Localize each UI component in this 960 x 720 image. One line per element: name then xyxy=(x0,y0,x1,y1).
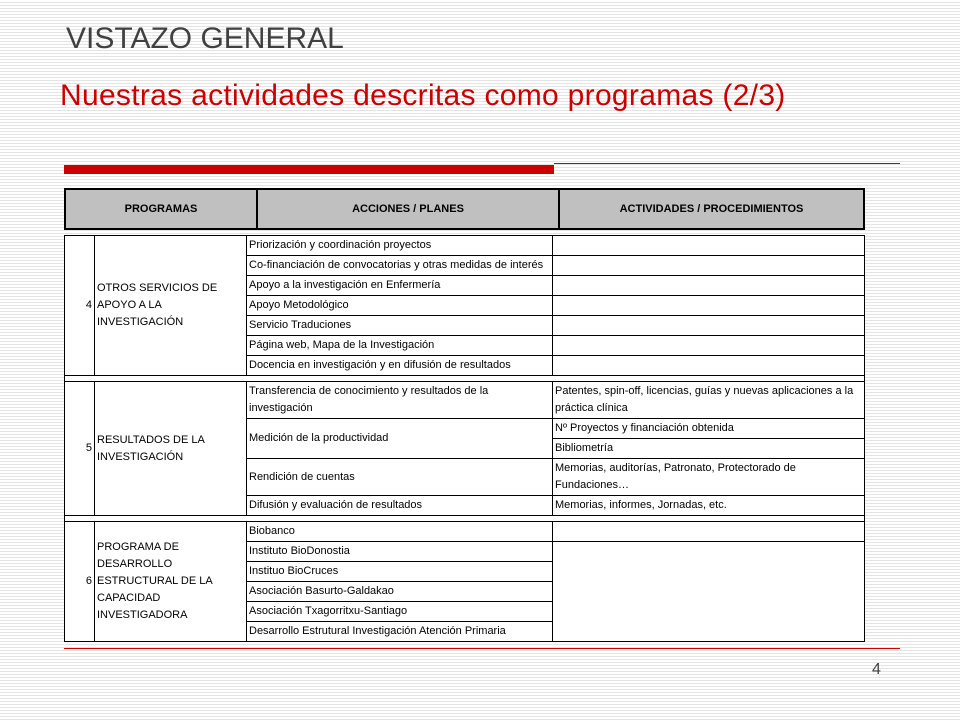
program-name: OTROS SERVICIOS DE APOYO A LA INVESTIGACIÓN xyxy=(95,236,247,376)
action-cell: Medición de la productividad xyxy=(247,419,553,459)
action-cell: Apoyo Metodológico xyxy=(247,296,553,316)
activity-cell xyxy=(553,522,865,542)
action-cell: Co-financiación de convocatorias y otras medidas de interés xyxy=(247,256,553,276)
table-row xyxy=(65,236,865,256)
action-cell: Página web, Mapa de la Investigación xyxy=(247,336,553,356)
program-name: PROGRAMA DE DESARROLLO ESTRUCTURAL DE LA CAPACIDAD INVESTIGADORA xyxy=(95,522,247,642)
header-actividades: ACTIVIDADES / PROCEDIMIENTOS xyxy=(559,189,864,229)
page-number: 4 xyxy=(872,661,881,678)
action-cell: Docencia en investigación y en difusión de resultados xyxy=(247,356,553,376)
action-cell: Servicio Traduciones xyxy=(247,316,553,336)
action-cell: Instituto BioDonostia xyxy=(247,542,553,562)
activity-cell xyxy=(553,542,865,642)
action-cell: Rendición de cuentas xyxy=(247,459,553,496)
activity-cell xyxy=(553,236,865,256)
program-number: 4 xyxy=(65,236,95,376)
program-number: 6 xyxy=(65,522,95,642)
action-cell: Transferencia de conocimiento y resultados de la investigación xyxy=(247,382,553,419)
activity-cell: Nº Proyectos y financiación obtenida xyxy=(553,419,865,439)
action-cell: Apoyo a la investigación en Enfermería xyxy=(247,276,553,296)
accent-bar xyxy=(64,165,554,174)
action-cell: Asociación Txagorritxu-Santiago xyxy=(247,602,553,622)
slide-heading: VISTAZO GENERAL xyxy=(66,22,344,55)
action-cell: Biobanco xyxy=(247,522,553,542)
header-programas: PROGRAMAS xyxy=(65,189,257,229)
activity-cell: Patentes, spin-off, licencias, guías y nuevas aplicaciones a la práctica clínica xyxy=(553,382,865,419)
activity-cell: Memorias, informes, Jornadas, etc. xyxy=(553,496,865,516)
activity-cell xyxy=(553,356,865,376)
activity-cell xyxy=(553,276,865,296)
footer-line xyxy=(64,648,900,649)
action-cell: Asociación Basurto-Galdakao xyxy=(247,582,553,602)
program-number: 5 xyxy=(65,382,95,516)
activity-cell xyxy=(553,336,865,356)
accent-line xyxy=(554,163,900,164)
action-cell: Instituo BioCruces xyxy=(247,562,553,582)
slide-subtitle: Nuestras actividades descritas como programas (2/3) xyxy=(60,79,786,112)
program-name: RESULTADOS DE LA INVESTIGACIÓN xyxy=(95,382,247,516)
activity-cell: Bibliometría xyxy=(553,439,865,459)
table-row xyxy=(65,382,865,419)
activity-cell: Memorias, auditorías, Patronato, Protectorado de Fundaciones… xyxy=(553,459,865,496)
table-row xyxy=(65,522,865,542)
table-header xyxy=(64,188,865,230)
action-cell: Desarrollo Estrutural Investigación Atención Primaria xyxy=(247,622,553,642)
action-cell: Difusión y evaluación de resultados xyxy=(247,496,553,516)
activity-cell xyxy=(553,316,865,336)
programs-table xyxy=(64,235,865,642)
action-cell: Priorización y coordinación proyectos xyxy=(247,236,553,256)
activity-cell xyxy=(553,296,865,316)
header-acciones: ACCIONES / PLANES xyxy=(257,189,559,229)
activity-cell xyxy=(553,256,865,276)
